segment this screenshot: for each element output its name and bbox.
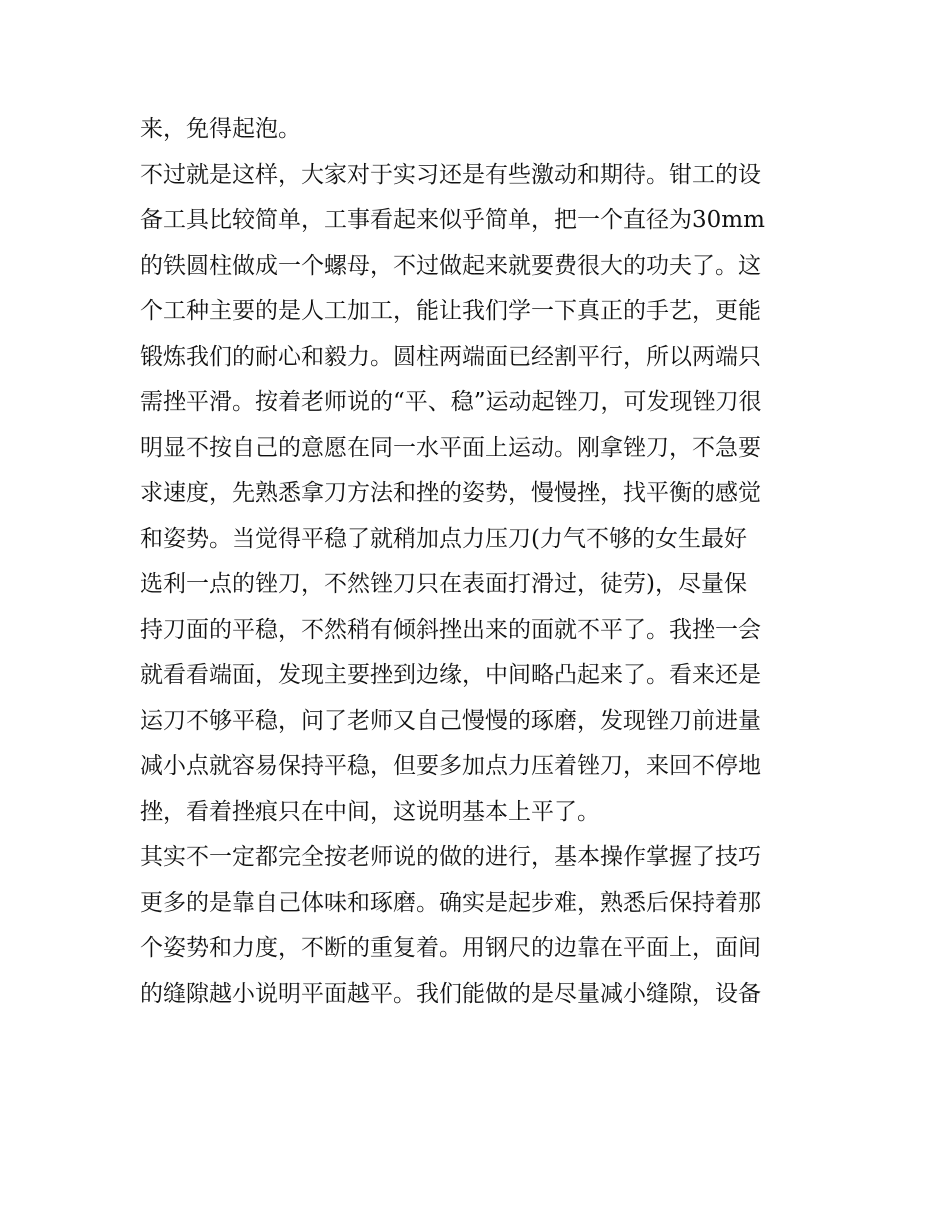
text-line: 明显不按自己的意愿在同一水平面上运动。刚拿锉刀，不急要 xyxy=(140,434,761,461)
text-line: 来，免得起泡。 xyxy=(140,116,301,142)
body-text xyxy=(140,107,830,1017)
text-line: 就看看端面，发现主要挫到边缘，中间略凸起来了。看来还是 xyxy=(140,662,761,688)
text-line: 选利一点的锉刀，不然锉刀只在表面打滑过，徒劳)，尽量保 xyxy=(140,571,747,597)
text-line: 备工具比较简单，工事看起来似乎简单，把一个直径为30mm xyxy=(140,207,765,233)
text-line: 其实不一定都完全按老师说的做的进行，基本操作掌握了技巧 xyxy=(140,844,761,870)
text-line: 更多的是靠自己体味和琢磨。确实是起步难，熟悉后保持着那 xyxy=(140,889,761,916)
text-line: 个姿势和力度，不断的重复着。用钢尺的边靠在平面上，面间 xyxy=(140,935,761,961)
text-line: 和姿势。当觉得平稳了就稍加点力压刀(力气不够的女生最好 xyxy=(140,525,747,552)
text-line: 不过就是这样，大家对于实习还是有些激动和期待。钳工的设 xyxy=(140,161,761,188)
text-line: 运刀不够平稳，问了老师又自己慢慢的琢磨，发现锉刀前进量 xyxy=(140,707,761,734)
text-line: 的铁圆柱做成一个螺母，不过做起来就要费很大的功夫了。这 xyxy=(140,252,761,279)
text-line: 持刀面的平稳，不然稍有倾斜挫出来的面就不平了。我挫一会 xyxy=(140,616,761,643)
text-line: 挫，看着挫痕只在中间，这说明基本上平了。 xyxy=(140,798,600,825)
text-line: 求速度，先熟悉拿刀方法和挫的姿势，慢慢挫，找平衡的感觉 xyxy=(140,480,761,506)
text-line: 减小点就容易保持平稳，但要多加点力压着锉刀，来回不停地 xyxy=(140,753,761,779)
text-line: 需挫平滑。按着老师说的“平、稳”运动起锉刀，可发现锉刀很 xyxy=(140,389,762,415)
text-line: 的缝隙越小说明平面越平。我们能做的是尽量减小缝隙，设备 xyxy=(140,980,761,1007)
text-line: 个工种主要的是人工加工，能让我们学一下真正的手艺，更能 xyxy=(140,298,761,324)
text-line: 锻炼我们的耐心和毅力。圆柱两端面已经割平行，所以两端只 xyxy=(140,343,761,370)
